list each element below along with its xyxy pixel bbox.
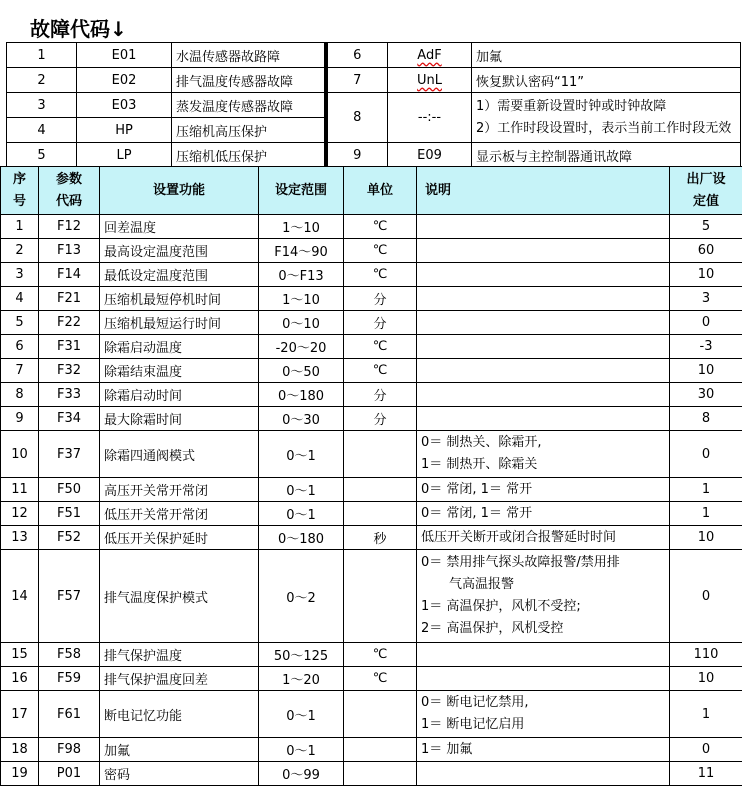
cell-code: F34 — [39, 407, 100, 431]
cell-unit: ℃ — [344, 643, 417, 667]
cell-function: 最低设定温度范围 — [100, 263, 259, 287]
cell-default: 10 — [670, 526, 742, 550]
cell-seq: 4 — [1, 287, 39, 311]
table-row — [1, 215, 742, 239]
cell-function: 断电记忆功能 — [100, 691, 259, 738]
cell-code: F13 — [39, 239, 100, 263]
cell-seq: 2 — [1, 239, 39, 263]
cell-range: 0～180 — [259, 383, 344, 407]
fault-code: LP — [77, 143, 172, 168]
cell-default: 1 — [670, 502, 742, 526]
cell-seq: 19 — [1, 762, 39, 786]
cell-range: 1～10 — [259, 287, 344, 311]
cell-default: 0 — [670, 311, 742, 335]
fault-code-text: --:-- — [418, 110, 441, 125]
cell-seq: 1 — [1, 215, 39, 239]
text-line: 低压开关断开或闭合报警延时时间 — [421, 527, 665, 549]
cell-seq: 17 — [1, 691, 39, 738]
cell-default: 110 — [670, 643, 742, 667]
cell-code: F57 — [39, 550, 100, 643]
cell-unit: ℃ — [344, 263, 417, 287]
cell-default: 60 — [670, 239, 742, 263]
cell-note — [417, 335, 670, 359]
cell-function: 最大除霜时间 — [100, 407, 259, 431]
cell-note — [417, 502, 670, 526]
cell-default: 3 — [670, 287, 742, 311]
cell-code: F52 — [39, 526, 100, 550]
cell-unit: 分 — [344, 311, 417, 335]
fault-code — [388, 93, 472, 143]
cell-range: 0～99 — [259, 762, 344, 786]
cell-function: 高压开关常开常闭 — [100, 478, 259, 502]
cell-seq: 12 — [1, 502, 39, 526]
fault-desc: 水温传感器故路障 — [172, 43, 326, 68]
cell-note — [417, 550, 670, 643]
fault-desc: 恢复默认密码“11” — [472, 68, 741, 93]
cell-default: 10 — [670, 263, 742, 287]
cell-unit: ℃ — [344, 359, 417, 383]
cell-note — [417, 263, 670, 287]
cell-seq: 16 — [1, 667, 39, 691]
cell-function: 排气保护温度 — [100, 643, 259, 667]
cell-range: 0～2 — [259, 550, 344, 643]
fault-desc: 加氟 — [472, 43, 741, 68]
fault-row — [7, 93, 741, 118]
table-row — [1, 431, 742, 478]
fault-code — [388, 43, 472, 68]
cell-code: F14 — [39, 263, 100, 287]
table-row — [1, 383, 742, 407]
table-row — [1, 287, 742, 311]
text-line: 1＝ 高温保护，风机不受控; — [421, 596, 665, 618]
cell-default: -3 — [670, 335, 742, 359]
cell-note — [417, 359, 670, 383]
text-line: 定值 — [670, 191, 742, 213]
cell-range: 0～F13 — [259, 263, 344, 287]
fault-desc: 排气温度传感器故障 — [172, 68, 326, 93]
header-unit: 单位 — [344, 167, 417, 215]
header-range: 设定范围 — [259, 167, 344, 215]
cell-seq: 9 — [1, 407, 39, 431]
cell-default: 8 — [670, 407, 742, 431]
cell-seq: 10 — [1, 431, 39, 478]
cell-seq: 8 — [1, 383, 39, 407]
fault-no: 5 — [7, 143, 77, 168]
cell-default: 5 — [670, 215, 742, 239]
fault-row — [7, 43, 741, 68]
fault-code-text: UnL — [417, 73, 442, 88]
cell-seq: 13 — [1, 526, 39, 550]
cell-seq: 18 — [1, 738, 39, 762]
cell-unit: ℃ — [344, 335, 417, 359]
cell-range: 0～1 — [259, 502, 344, 526]
cell-code: F37 — [39, 431, 100, 478]
cell-code: F58 — [39, 643, 100, 667]
cell-unit: 分 — [344, 287, 417, 311]
page-title: 故障代码↓ — [30, 16, 127, 42]
cell-unit — [344, 762, 417, 786]
header-function: 设置功能 — [100, 167, 259, 215]
text-line: 0＝ 禁用排气探头故障报警/禁用排 — [421, 552, 665, 574]
text-line: 代码 — [39, 191, 99, 213]
cell-unit: ℃ — [344, 667, 417, 691]
table-header-row — [1, 167, 742, 215]
cell-range: 0～1 — [259, 738, 344, 762]
parameter-table — [0, 166, 742, 786]
cell-code: F51 — [39, 502, 100, 526]
cell-code: F61 — [39, 691, 100, 738]
header-note: 说明 — [417, 167, 670, 215]
cell-function: 最高设定温度范围 — [100, 239, 259, 263]
header-default — [670, 167, 742, 215]
cell-code: F50 — [39, 478, 100, 502]
cell-range: 0～180 — [259, 526, 344, 550]
cell-code: F32 — [39, 359, 100, 383]
fault-desc: 蒸发温度传感器故障 — [172, 93, 326, 118]
text-line: 0＝ 常闭, 1＝ 常开 — [421, 503, 665, 525]
cell-default: 0 — [670, 431, 742, 478]
cell-function: 除霜结束温度 — [100, 359, 259, 383]
cell-default: 10 — [670, 359, 742, 383]
fault-code — [388, 143, 472, 168]
cell-code: F21 — [39, 287, 100, 311]
table-row — [1, 239, 742, 263]
cell-note — [417, 643, 670, 667]
text-line: 1＝ 加氟 — [421, 739, 665, 761]
fault-code-text: E09 — [417, 148, 442, 163]
cell-function: 压缩机最短运行时间 — [100, 311, 259, 335]
cell-function: 除霜启动时间 — [100, 383, 259, 407]
cell-seq: 11 — [1, 478, 39, 502]
fault-no: 6 — [326, 43, 388, 68]
table-row — [1, 691, 742, 738]
table-row — [1, 738, 742, 762]
fault-code: E01 — [77, 43, 172, 68]
cell-unit: ℃ — [344, 239, 417, 263]
table-row — [1, 359, 742, 383]
fault-no: 8 — [326, 93, 388, 143]
cell-unit: 秒 — [344, 526, 417, 550]
table-row — [1, 550, 742, 643]
cell-seq: 5 — [1, 311, 39, 335]
text-line: 1＝ 制热开、除霜关 — [421, 454, 665, 476]
cell-note — [417, 215, 670, 239]
cell-range: 0～50 — [259, 359, 344, 383]
cell-note — [417, 383, 670, 407]
cell-range: F14～90 — [259, 239, 344, 263]
cell-range: 50～125 — [259, 643, 344, 667]
fault-code-table — [6, 42, 741, 168]
cell-range: -20～20 — [259, 335, 344, 359]
cell-note — [417, 239, 670, 263]
cell-code: F12 — [39, 215, 100, 239]
cell-code: F31 — [39, 335, 100, 359]
cell-note — [417, 691, 670, 738]
cell-range: 0～1 — [259, 478, 344, 502]
cell-note — [417, 738, 670, 762]
fault-no: 2 — [7, 68, 77, 93]
cell-function: 除霜四通阀模式 — [100, 431, 259, 478]
cell-seq: 3 — [1, 263, 39, 287]
cell-note — [417, 667, 670, 691]
cell-note — [417, 407, 670, 431]
cell-range: 0～10 — [259, 311, 344, 335]
cell-range: 0～1 — [259, 691, 344, 738]
cell-default: 1 — [670, 691, 742, 738]
cell-seq: 7 — [1, 359, 39, 383]
cell-default: 0 — [670, 738, 742, 762]
text-line: 1）需要重新设置时钟或时钟故障 — [476, 96, 740, 118]
cell-note — [417, 478, 670, 502]
table-row — [1, 335, 742, 359]
cell-seq: 14 — [1, 550, 39, 643]
cell-function: 低压开关常开常闭 — [100, 502, 259, 526]
cell-unit — [344, 550, 417, 643]
cell-range: 0～1 — [259, 431, 344, 478]
fault-code: E03 — [77, 93, 172, 118]
cell-unit: 分 — [344, 383, 417, 407]
fault-code-text: AdF — [417, 48, 441, 63]
text-line: 序 — [1, 169, 38, 191]
cell-note — [417, 287, 670, 311]
fault-no: 7 — [326, 68, 388, 93]
cell-default: 11 — [670, 762, 742, 786]
text-line: 2）工作时段设置时，表示当前工作时段无效 — [476, 118, 740, 140]
fault-code — [388, 68, 472, 93]
table-row — [1, 667, 742, 691]
cell-unit — [344, 478, 417, 502]
header-code — [39, 167, 100, 215]
cell-unit — [344, 691, 417, 738]
table-row — [1, 478, 742, 502]
cell-function: 排气温度保护模式 — [100, 550, 259, 643]
cell-code: P01 — [39, 762, 100, 786]
text-line: 0＝ 断电记忆禁用, — [421, 692, 665, 714]
cell-unit — [344, 502, 417, 526]
table-row — [1, 407, 742, 431]
table-row — [1, 762, 742, 786]
fault-row — [7, 143, 741, 168]
cell-function: 回差温度 — [100, 215, 259, 239]
cell-default: 0 — [670, 550, 742, 643]
cell-function: 密码 — [100, 762, 259, 786]
cell-note — [417, 762, 670, 786]
cell-code: F33 — [39, 383, 100, 407]
fault-no: 4 — [7, 118, 77, 143]
cell-function: 除霜启动温度 — [100, 335, 259, 359]
table-row — [1, 502, 742, 526]
text-line: 0＝ 制热关、除霜开, — [421, 432, 665, 454]
cell-unit — [344, 431, 417, 478]
text-line: 参数 — [39, 169, 99, 191]
fault-desc — [472, 93, 741, 143]
table-row — [1, 526, 742, 550]
text-line: 0＝ 常闭, 1＝ 常开 — [421, 479, 665, 501]
cell-default: 30 — [670, 383, 742, 407]
cell-code: F98 — [39, 738, 100, 762]
text-line: 号 — [1, 191, 38, 213]
fault-code: E02 — [77, 68, 172, 93]
cell-code: F59 — [39, 667, 100, 691]
cell-range: 0～30 — [259, 407, 344, 431]
cell-unit — [344, 738, 417, 762]
cell-note — [417, 431, 670, 478]
cell-note — [417, 311, 670, 335]
text-line: 1＝ 断电记忆启用 — [421, 714, 665, 736]
fault-code: HP — [77, 118, 172, 143]
table-row — [1, 263, 742, 287]
cell-range: 1～20 — [259, 667, 344, 691]
cell-unit: ℃ — [344, 215, 417, 239]
cell-code: F22 — [39, 311, 100, 335]
cell-range: 1～10 — [259, 215, 344, 239]
cell-default: 1 — [670, 478, 742, 502]
table-row — [1, 311, 742, 335]
cell-function: 加氟 — [100, 738, 259, 762]
text-line: 气高温报警 — [421, 574, 665, 596]
fault-no: 3 — [7, 93, 77, 118]
cell-function: 压缩机最短停机时间 — [100, 287, 259, 311]
fault-no: 1 — [7, 43, 77, 68]
cell-seq: 6 — [1, 335, 39, 359]
fault-desc: 压缩机低压保护 — [172, 143, 326, 168]
cell-seq: 15 — [1, 643, 39, 667]
fault-row — [7, 68, 741, 93]
table-row — [1, 643, 742, 667]
text-line: 2＝ 高温保护，风机受控 — [421, 618, 665, 640]
fault-no: 9 — [326, 143, 388, 168]
cell-unit: 分 — [344, 407, 417, 431]
fault-desc: 压缩机高压保护 — [172, 118, 326, 143]
cell-function: 低压开关保护延时 — [100, 526, 259, 550]
cell-note — [417, 526, 670, 550]
header-seq — [1, 167, 39, 215]
fault-desc: 显示板与主控制器通讯故障 — [472, 143, 741, 168]
cell-default: 10 — [670, 667, 742, 691]
cell-function: 排气保护温度回差 — [100, 667, 259, 691]
text-line: 出厂设 — [670, 169, 742, 191]
